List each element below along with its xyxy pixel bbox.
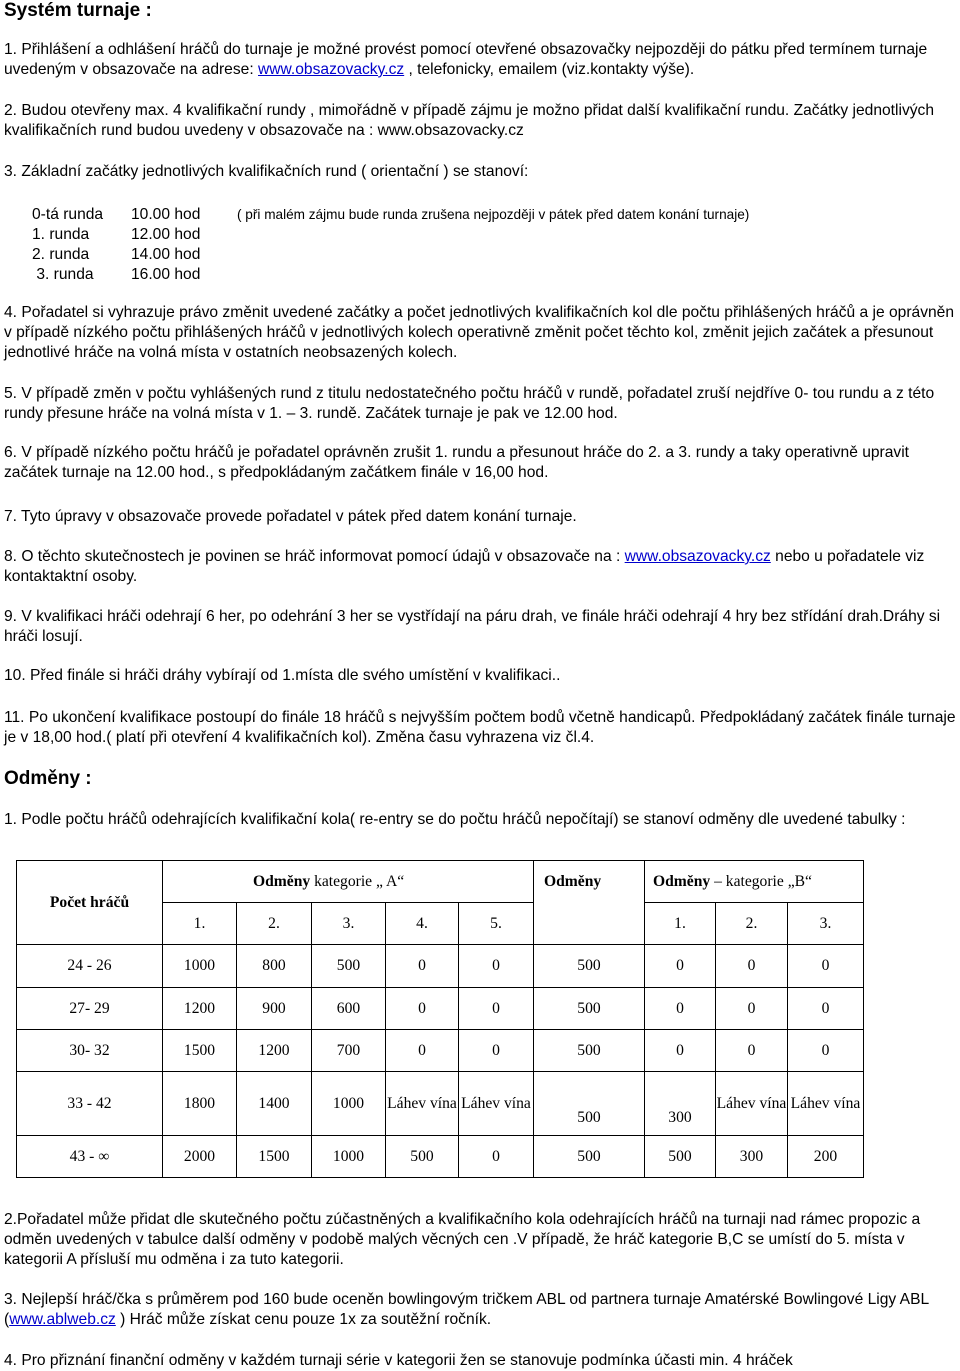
reward-a: 1400 [237,1072,312,1136]
reward-rule-2: 2.Pořadatel může přidat dle skutečného počtu zúčastněných a kvalifikačního kola odehrajících hráčů na turnaji nad rámec propozic a odměn uvedených v tabulce další odměny v podobě malých věcných cen .V případě, že hráč kategorie B,C se umístí do 5. místa v kategorii A přísluší mu odměna i za tuto kategorii. [4,1211,921,1268]
reward-a: 1000 [312,1136,386,1178]
rule-4: 4. Pořadatel si vyhrazuje právo změnit uvedené začátky a počet jednotlivých kvalifikačních kol dle počtu přihlášených hráčů a je oprávněn v případě nízkého počtu přihlášených hráčů v jednotlivých kolech operativně změnit počet těchto kol, změnit jejich začátek a přesunout jednotlivé hráče na volná místa v ostatních neobsazených kolech. [4,304,955,361]
reward-a: 0 [459,945,534,988]
reward-a: Láhev vína [459,1072,534,1136]
reward-b: 0 [716,1030,788,1072]
rule-6: 6. V případě nízkého počtu hráčů je pořadatel oprávněn zrušit 1. rundu a přesunout hráče do 2. a 3. rundy a taky operativně upravit začátek turnaje na 12.00 hod., s předpokládaným začátkem finále v 16,00 hod. [4,444,910,481]
reward-a: 900 [237,988,312,1030]
reward-rule-1: 1. Podle počtu hráčů odehrajících kvalifikační kola( re-entry se do počtu hráčů nepočítají) se stanoví odměny dle uvedené tabulky : [4,811,906,828]
ablweb-link[interactable]: www.ablweb.cz [9,1311,116,1328]
place-a: 1. [163,903,237,945]
table-row [17,945,864,988]
rule-2: 2. Budou otevřeny max. 4 kvalifikační rundy , mimořádně v případě zájmu je možno přidat další kvalifikační rundu. Začátky jednotlivých kvalifikačních rund budou uvedeny v obsazovače na : www.obsazovacky.cz [4,102,935,139]
obsazovacky-link-2[interactable]: www.obsazovacky.cz [624,548,771,565]
category-a-header [163,861,534,903]
reward-b: 200 [788,1136,864,1178]
place-b: 1. [645,903,716,945]
reward-b: 0 [788,945,864,988]
reward-b: 300 [645,1072,716,1136]
rule-10: 10. Před finále si hráči dráhy vybírají od 1.místa dle svého umístění v kvalifikaci.. [4,667,561,684]
reward-b: Láhev vína [788,1072,864,1136]
reward-a: 1200 [237,1030,312,1072]
round-name: 1. runda [32,226,90,243]
place-a: 3. [312,903,386,945]
players-range: 24 - 26 [17,945,163,988]
reward-a: 1200 [163,988,237,1030]
reward-b: Láhev vína [716,1072,788,1136]
rewards-heading: Odměny : [4,768,92,789]
place-a: 2. [237,903,312,945]
place-a: 4. [386,903,459,945]
reward-a: 800 [237,945,312,988]
players-range: 27- 29 [17,988,163,1030]
reward-a: 500 [386,1136,459,1178]
players-range: 30- 32 [17,1030,163,1072]
rule-9: 9. V kvalifikaci hráči odehrají 6 her, po odehrání 3 her se vystřídají na páru drah, ve finále hráči odehrají 4 hry bez střídání drah.Dráhy si hráči losují. [4,608,941,645]
players-header: Počet hráčů [17,861,163,945]
middle-header: Odměny [534,861,645,903]
table-row [17,1030,864,1072]
place-b: 3. [788,903,864,945]
category-a-bold: Odměny [253,872,311,890]
reward-a: 1800 [163,1072,237,1136]
rule-3: 3. Základní začátky jednotlivých kvalifikačních rund ( orientační ) se stanoví: [4,163,529,180]
reward-rule-3-text-end: ) Hráč může získat cenu pouze 1x za soutěžní ročník. [115,1311,492,1328]
category-a-rest: kategorie „ A“ [310,872,405,890]
place-mid [534,903,645,945]
rule-8 [4,547,956,587]
table-header-row [17,861,864,903]
round-name: 0-tá runda [32,206,104,223]
round-name: 3. runda [32,266,94,283]
reward-mid: 500 [534,1136,645,1178]
round-time: 14.00 hod [131,246,201,263]
table-row [17,1136,864,1178]
reward-a: 1500 [237,1136,312,1178]
reward-rule-3-text: 3. Nejlepší hráč/čka s průměrem pod 160 bude oceněn bowlingovým tričkem ABL od partnera turnaje Amatérské Bowlingové Ligy ABL ( [4,1291,929,1328]
reward-b: 0 [716,945,788,988]
rule-1-text: 1. Přihlášení a odhlášení hráčů do turnaje je možné provést pomocí otevřené obsazovačky nejpozději do pátku před termínem turnaje uvedeným v obsazovače na adrese: [4,41,928,78]
rule-11: 11. Po ukončení kvalifikace postoupí do finále 18 hráčů s nejvyšším počtem bodů včetně handicapů. Předpokládaný začátek finále turnaje je v 18,00 hod.( platí při otevření 4 kvalifikačních kol). Změna času vyhrazena viz čl.4. [4,709,956,746]
reward-a: 500 [312,945,386,988]
players-range: 33 - 42 [17,1072,163,1136]
table-row [17,1072,864,1136]
reward-a: 2000 [163,1136,237,1178]
rewards-table [16,860,864,1178]
rule-7: 7. Tyto úpravy v obsazovače provede pořadatel v pátek před datem konání turnaje. [4,508,577,525]
reward-a: 1000 [312,1072,386,1136]
round-time: 10.00 hod [131,206,201,223]
table-row [17,988,864,1030]
reward-a: 0 [459,988,534,1030]
reward-b: 0 [645,945,716,988]
reward-a: 0 [459,1030,534,1072]
round-time: 12.00 hod [131,226,201,243]
place-b: 2. [716,903,788,945]
reward-b: 0 [788,1030,864,1072]
rule-8-text: 8. O těchto skutečnostech je povinen se hráč informovat pomocí údajů v obsazovače na : [4,548,625,565]
category-b-bold: Odměny [653,872,711,890]
players-range: 43 - ∞ [17,1136,163,1178]
reward-a: 600 [312,988,386,1030]
round-name: 2. runda [32,246,90,263]
reward-b: 0 [788,988,864,1030]
reward-a: 1000 [163,945,237,988]
reward-b: 0 [645,988,716,1030]
reward-a: 0 [386,945,459,988]
place-a: 5. [459,903,534,945]
reward-b: 300 [716,1136,788,1178]
round-time: 16.00 hod [131,266,201,283]
rule-1-text-end: , telefonicky, emailem (viz.kontakty výše). [404,61,695,78]
reward-b: 500 [645,1136,716,1178]
rule-1 [4,40,956,80]
reward-b: 0 [645,1030,716,1072]
rule-8-text-end: nebo u pořadatele viz kontaktaktní osoby. [4,548,925,585]
round-note: ( při malém zájmu bude runda zrušena nejpozději v pátek před datem konání turnaje) [237,207,750,222]
reward-a: 0 [386,988,459,1030]
reward-rule-4: 4. Pro přiznání finanční odměny v každém turnaji série v kategorii žen se stanovuje podmínka účasti min. 4 hráček [4,1352,793,1369]
reward-b: 0 [716,988,788,1030]
reward-mid: 500 [534,988,645,1030]
reward-mid: 500 [534,1072,645,1136]
reward-mid: 500 [534,945,645,988]
rule-5: 5. V případě změn v počtu vyhlášených rund z titulu nedostatečného počtu hráčů v rundě, pořadatel zruší nejdříve 0- tou rundu a z této rundy přesune hráče na volná místa v 1. – 3. rundě. Začátek turnaje je pak ve 12.00 hod. [4,385,935,422]
reward-rule-3 [4,1290,956,1330]
reward-a: 0 [386,1030,459,1072]
reward-a: 700 [312,1030,386,1072]
reward-a: 0 [459,1136,534,1178]
category-b-rest: – kategorie „B“ [710,872,812,890]
reward-a: Láhev vína [386,1072,459,1136]
reward-a: 1500 [163,1030,237,1072]
page-title: Systém turnaje : [4,0,152,21]
obsazovacky-link[interactable]: www.obsazovacky.cz [258,61,405,78]
category-b-header [645,861,864,903]
reward-mid: 500 [534,1030,645,1072]
